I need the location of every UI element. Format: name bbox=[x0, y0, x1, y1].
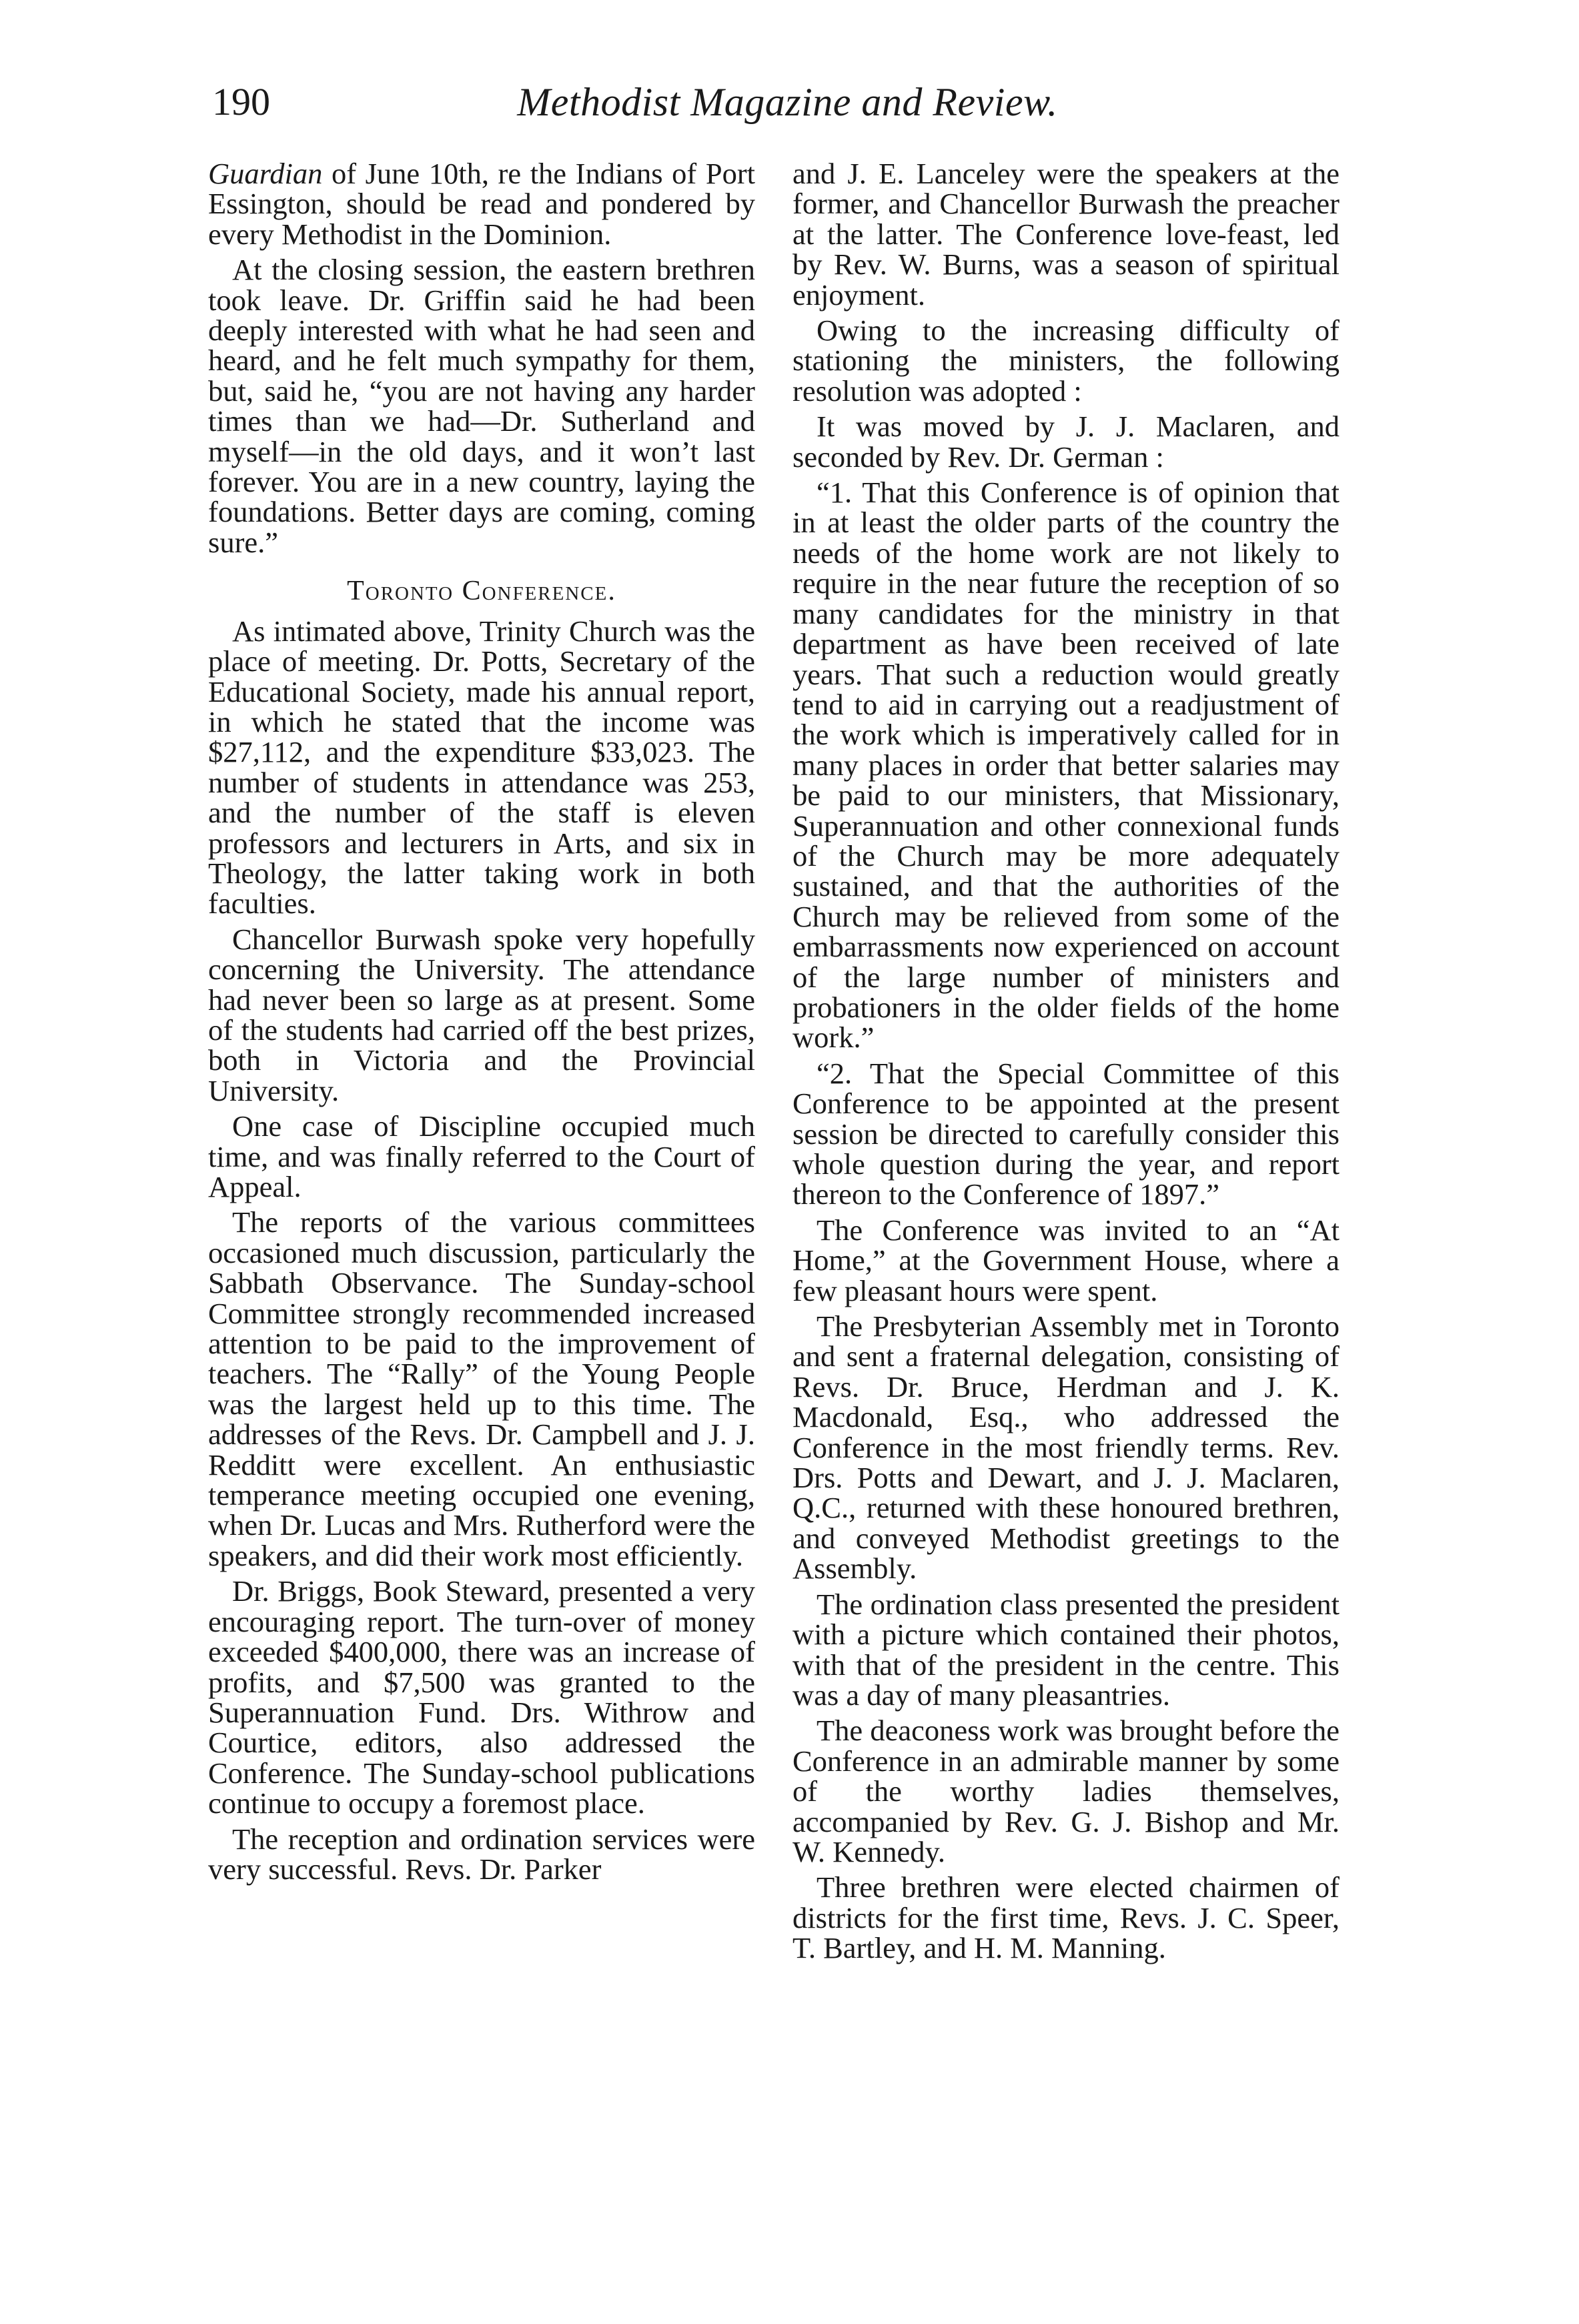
paragraph bbox=[208, 159, 755, 249]
paragraph: One case of Discipline occupied much time, and was finally referred to the Court of Appeal. bbox=[208, 1109, 755, 1203]
page-header bbox=[212, 79, 1363, 132]
paragraph: The Conference was invited to an “At Home,” at the Government House, where a few pleasant hours were spent. bbox=[793, 1213, 1340, 1307]
page-number: 190 bbox=[212, 80, 270, 123]
paragraph: and J. E. Lanceley were the speakers at the former, and Chancellor Burwash the preacher at the latter. The Conference love-feast, led by Rev. W. Burns, was a season of spiritual enjoyment. bbox=[793, 157, 1340, 312]
paragraph: “1. That this Conference is of opinion that in at least the older parts of the country the needs of the home work are not likely to require in the near future the reception of so many candidates for the ministry in that department as have been received of late years. That such a reduction would greatly tend to aid in carrying out a readjustment of the work which is imperatively called for in many places in order that better salaries may be paid to our ministers, that Missionary, Superannuation and other connexional funds of the Church may be more adequately sustained, and that the authorities of the Church may be relieved from some of the embarrassments now experienced on account of the large number of ministers and probationers in the older fields of the home work.” bbox=[793, 476, 1340, 1055]
paragraph: Chancellor Burwash spoke very hopefully concerning the University. The attendance had never been so large as at present. Some of the students had carried off the best prizes, both in Victoria and the Provincial University. bbox=[208, 922, 755, 1107]
paragraph: At the closing session, the eastern brethren took leave. Dr. Griffin said he had been deeply interested with what he had seen and heard, and he felt much sympathy for them, but, said he, “you are not having any harder times than we had—Dr. Sutherland and myself—in the old days, and it won’t last forever. You are in a new country, laying the foundations. Better days are coming, coming sure.” bbox=[208, 253, 755, 559]
left-column bbox=[208, 159, 755, 1890]
paragraph: Dr. Briggs, Book Steward, presented a very encouraging report. The turn-over of money exceeded $400,000, there was an increase of profits, and $7,500 was granted to the Superannuation Fund. Drs. Withrow and Courtice, editors, also addressed the Conference. The Sunday-school publications continue to occupy a foremost place. bbox=[208, 1574, 755, 1820]
right-column bbox=[793, 159, 1340, 1969]
paragraph: It was moved by J. J. Maclaren, and seconded by Rev. Dr. German : bbox=[793, 410, 1340, 474]
paragraph: The reception and ordination services were very successful. Revs. Dr. Parker bbox=[208, 1822, 755, 1886]
paragraph: The ordination class presented the president with a picture which contained their photos, with that of the president in the centre. This was a day of many pleasantries. bbox=[793, 1587, 1340, 1712]
paragraph: Owing to the increasing difficulty of stationing the ministers, the following resolution was adopted : bbox=[793, 314, 1340, 408]
paragraph: The deaconess work was brought before the Conference in an admirable manner by some of the worthy ladies themselves, accompanied by Rev. G. J. Bishop and Mr. W. Kennedy. bbox=[793, 1714, 1340, 1868]
paragraph: “2. That the Special Committee of this Conference to be appointed at the present session be directed to carefully consider this whole question during the year, and report thereon to the Conference of 1897.” bbox=[793, 1056, 1340, 1211]
paragraph: The reports of the various committees occasioned much discussion, particularly the Sabbath Observance. The Sunday-school Committee strongly recommended increased attention to be paid to the improvement of teachers. The “Rally” of the Young People was the largest held up to this time. The addresses of the Revs. Dr. Campbell and J. J. Redditt were excellent. An enthusiastic temperance meeting occupied one evening, when Dr. Lucas and Mrs. Rutherford were the speakers, and did their work most efficiently. bbox=[208, 1205, 755, 1572]
italic-word: Guardian bbox=[208, 157, 323, 190]
running-title: Methodist Magazine and Review. bbox=[517, 80, 1058, 124]
paragraph: Three brethren were elected chairmen of districts for the first time, Revs. J. C. Speer, T. Bartley, and H. M. Manning. bbox=[793, 1870, 1340, 1965]
paragraph: The Presbyterian Assembly met in Toronto and sent a fraternal delegation, consisting of Revs. Dr. Bruce, Herdman and J. K. Macdonald, Esq., who addressed the Conference in the most friendly terms. Rev. Drs. Potts and Dewart, and J. J. Maclaren, Q.C., returned with these honoured brethren, and conveyed Methodist greetings to the Assembly. bbox=[793, 1309, 1340, 1586]
section-heading: Toronto Conference. bbox=[347, 576, 616, 607]
paragraph: As intimated above, Trinity Church was the place of meeting. Dr. Potts, Secretary of the Educational Society, made his annual report, in which he stated that the income was $27,112, and the expenditure $33,023. The number of students in attendance was 253, and the number of the staff is eleven professors and lecturers in Arts, and six in Theology, the latter taking work in both faculties. bbox=[208, 614, 755, 921]
paragraph-text: of June 10th, re the Indians of Port Essington, should be read and pondered by every Methodist in the Dominion. bbox=[208, 157, 755, 251]
